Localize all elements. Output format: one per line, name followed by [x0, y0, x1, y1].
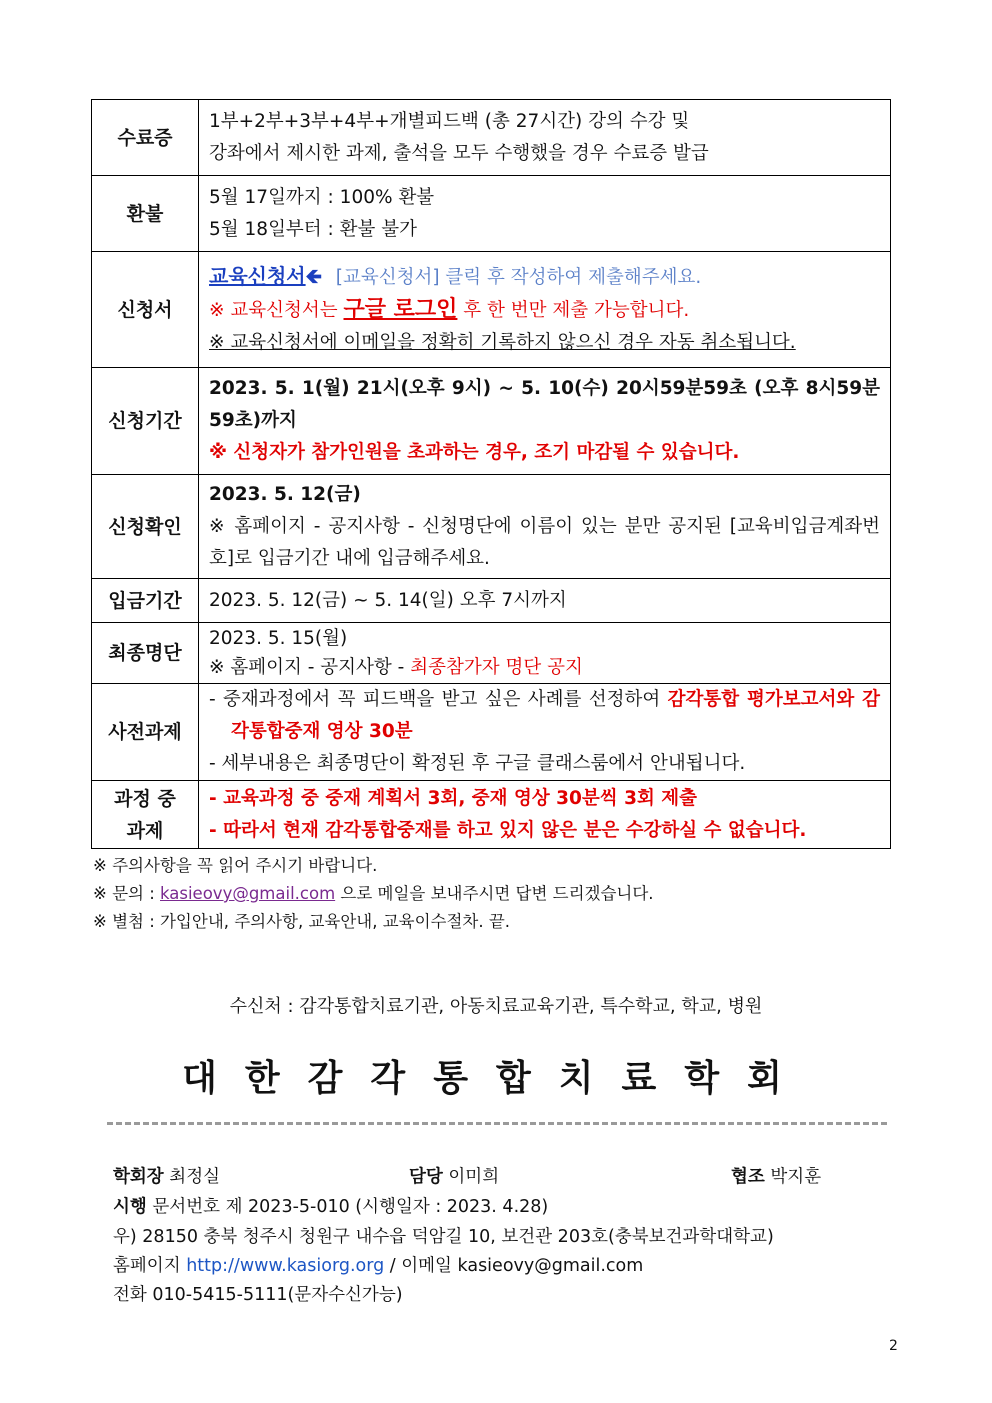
footer-execution: 시행 문서번호 제 2023-5-010 (시행일자 : 2023. 4.28): [113, 1197, 549, 1217]
table-row: [92, 781, 891, 849]
row-label-application: 신청서: [92, 252, 199, 368]
row-label-course-task: 과정 중 과제: [92, 781, 199, 849]
note-caution: ※ 주의사항을 꼭 읽어 주시기 바랍니다.: [93, 856, 378, 875]
footer-phone: 전화 010-5415-5111(문자수신가능): [113, 1285, 403, 1305]
text-line: 2023. 5. 1(월) 21시(오후 9시) ~ 5. 10(수) 20시59분59초 (오후 8시59분59초)까지: [209, 378, 880, 431]
row-content-final-list: [199, 623, 891, 684]
footer-homepage: 홈페이지 http://www.kasiorg.org / 이메일 kasieovy@gmail.com: [113, 1256, 644, 1276]
notes-section: [93, 852, 654, 936]
dashed-divider: [107, 1122, 887, 1125]
row-label-certificate: 수료증: [92, 100, 199, 176]
text-line: 5월 18일부터 : 환불 불가: [209, 218, 418, 240]
row-content-period: [199, 368, 891, 475]
row-content-payment: [199, 579, 891, 623]
text-line: 2023. 5. 15(월): [209, 628, 348, 649]
row-content-application: [199, 252, 891, 368]
text-line: - 중재과정에서 꼭 피드백을 받고 싶은 사례를 선정하여 감각통합 평가보고서와 감각통합중재 영상 30분: [209, 689, 881, 742]
note-attachment: ※ 별첨 : 가입안내, 주의사항, 교육안내, 교육이수절차. 끝.: [93, 912, 511, 931]
row-label-pre-task: 사전과제: [92, 684, 199, 781]
text-line: 1부+2부+3부+4부+개별피드백 (총 27시간) 강의 수강 및: [209, 110, 690, 132]
text-line: 2023. 5. 12(금): [209, 483, 361, 505]
arrow-left-icon: 🡸: [305, 264, 322, 288]
row-content-confirm: [199, 475, 891, 579]
table-row: [92, 475, 891, 579]
application-form-link[interactable]: 교육신청서: [209, 264, 306, 288]
text-line: ※ 교육신청서는 구글 로그인 후 한 번만 제출 가능합니다.: [209, 297, 690, 322]
text-line: ※ 신청자가 참가인원을 초과하는 경우, 조기 마감될 수 있습니다.: [209, 442, 740, 463]
table-row: [92, 368, 891, 475]
table-row: [92, 252, 891, 368]
text-line: - 교육과정 중 중재 계획서 3회, 중재 영상 30분씩 3회 제출: [209, 787, 698, 809]
footer-address: 우) 28150 충북 청주시 청원구 내수읍 덕암길 10, 보건관 203호(충북보건과학대학교): [113, 1227, 774, 1247]
table-row: [92, 176, 891, 252]
application-hint: [교육신청서] 클릭 후 작성하여 제출해주세요.: [335, 267, 702, 288]
row-label-confirm: 신청확인: [92, 475, 199, 579]
text-line: 5월 17일까지 : 100% 환불: [209, 186, 435, 208]
table-row: [92, 100, 891, 176]
row-content-pre-task: [199, 684, 891, 781]
text-line: - 따라서 현재 감각통합중재를 하고 있지 않은 분은 수강하실 수 없습니다.: [209, 819, 807, 841]
recipients: 수신처 : 감각통합치료기관, 아동치료교육기관, 특수학교, 학교, 병원: [229, 996, 763, 1017]
text-line: ※ 교육신청서에 이메일을 정확히 기록하지 않으신 경우 자동 취소됩니다.: [209, 332, 796, 353]
table-row: [92, 684, 891, 781]
organization-name: 대한감각통합치료학회: [182, 1057, 810, 1099]
row-content-certificate: [199, 100, 891, 176]
row-content-refund: [199, 176, 891, 252]
text-line: 강좌에서 제시한 과제, 출석을 모두 수행했을 경우 수료증 발급: [209, 142, 709, 164]
text-line: 2023. 5. 12(금) ~ 5. 14(일) 오후 7시까지: [209, 589, 567, 611]
row-label-period: 신청기간: [92, 368, 199, 475]
table-row: [92, 579, 891, 623]
text-line: ※ 홈페이지 - 공지사항 - 최종참가자 명단 공지: [209, 657, 583, 678]
note-inquiry: ※ 문의 : kasieovy@gmail.com 으로 메일을 보내주시면 답변 드리겠습니다.: [93, 884, 654, 903]
inquiry-email-link[interactable]: kasieovy@gmail.com: [160, 884, 336, 903]
google-login-emphasis: 구글 로그인: [343, 297, 458, 322]
page-number: 2: [889, 1338, 898, 1354]
text-line: [209, 260, 880, 294]
info-table: [91, 99, 891, 849]
text-line: ※ 홈페이지 - 공지사항 - 신청명단에 이름이 있는 분만 공지된 [교육비입금계좌번호]로 입금기간 내에 입금해주세요.: [209, 515, 880, 569]
row-label-final-list: 최종명단: [92, 623, 199, 684]
table-row: [92, 623, 891, 684]
row-label-payment: 입금기간: [92, 579, 199, 623]
text-line: - 세부내용은 최종명단이 확정된 후 구글 클래스룸에서 안내됩니다.: [209, 753, 746, 774]
homepage-link[interactable]: http://www.kasiorg.org: [186, 1256, 385, 1276]
row-content-course-task: [199, 781, 891, 849]
row-label-refund: 환불: [92, 176, 199, 252]
